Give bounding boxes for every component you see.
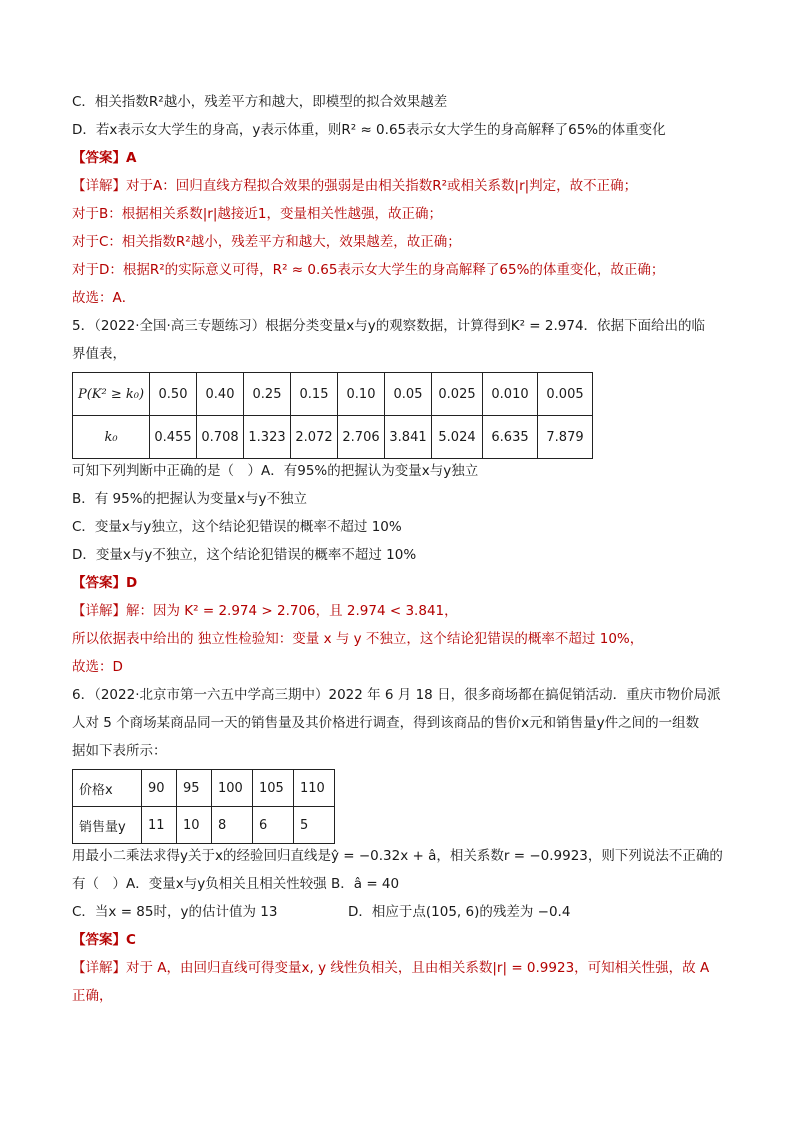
table-cell: 0.05 [385, 373, 432, 416]
table-cell: 2.072 [291, 416, 338, 459]
table-cell: 2.706 [338, 416, 385, 459]
table-cell: 10 [177, 807, 212, 844]
question-6-regression: 用最小二乘法求得y关于x的经验回归直线是ŷ = −0.32x + â，相关系数r = −0.9923，则下列说法不正确的 [72, 848, 723, 864]
choose-line: 故选：D [72, 659, 123, 675]
critical-value-table [72, 372, 593, 459]
question-6-stem: 6．（2022·北京市第一六五中学高三期中）2022 年 6 月 18 日，很多商场都在搞促销活动．重庆市物价局派 [72, 687, 721, 703]
question-5-option-c: C．变量x与y独立，这个结论犯错误的概率不超过 10% [72, 519, 402, 535]
detail-line: 所以依据表中给出的 独立性检验知：变量 x 与 y 不独立，这个结论犯错误的概率不超过 10%， [72, 631, 644, 647]
table-cell: 110 [294, 770, 335, 807]
table-cell: 0.708 [197, 416, 244, 459]
question-5-option-a: 可知下列判断中正确的是（ ）A．有95%的把握认为变量x与y独立 [72, 463, 479, 479]
table-cell: 0.25 [244, 373, 291, 416]
table-header-cell: P(K² ≥ k₀) [73, 373, 150, 416]
table-cell: 0.455 [150, 416, 197, 459]
table-cell: 11 [142, 807, 177, 844]
answer-label: 【答案】A [72, 150, 137, 166]
table-cell: 5.024 [432, 416, 483, 459]
table-header-cell: k₀ [73, 416, 150, 459]
table-row [73, 770, 335, 807]
question-5-stem: 5．（2022·全国·高三专题练习）根据分类变量x与y的观察数据，计算得到K² = 2.974．依据下面给出的临 [72, 318, 706, 334]
table-cell: 8 [212, 807, 253, 844]
table-cell: 3.841 [385, 416, 432, 459]
answer-label: 【答案】C [72, 932, 136, 948]
question-5-stem: 界值表， [72, 346, 126, 362]
choose-line: 故选：A． [72, 290, 136, 306]
table-cell: 1.323 [244, 416, 291, 459]
table-header-cell: 销售量y [73, 807, 142, 844]
table-row [73, 373, 593, 416]
detail-line: 【详解】对于A：回归直线方程拟合效果的强弱是由相关指数R²或相关系数|r|判定，故不正确； [72, 178, 638, 194]
table-cell: 6 [253, 807, 294, 844]
table-cell: 90 [142, 770, 177, 807]
detail-line: 正确， [72, 988, 113, 1004]
question-5-option-b: B．有 95%的把握认为变量x与y不独立 [72, 491, 308, 507]
question-6-stem: 人对 5 个商场某商品同一天的销售量及其价格进行调查，得到该商品的售价x元和销售量y件之间的一组数 [72, 715, 700, 731]
table-cell: 0.005 [538, 373, 593, 416]
table-cell: 95 [177, 770, 212, 807]
detail-line: 对于C：相关指数R²越小，残差平方和越大，效果越差，故正确； [72, 234, 461, 250]
question-5-option-d: D．变量x与y不独立，这个结论犯错误的概率不超过 10% [72, 547, 417, 563]
sales-table [72, 769, 335, 844]
option-c: C．相关指数R²越小，残差平方和越大，即模型的拟合效果越差 [72, 94, 448, 110]
table-row [73, 807, 335, 844]
table-cell: 6.635 [483, 416, 538, 459]
table-cell: 105 [253, 770, 294, 807]
table-cell: 0.010 [483, 373, 538, 416]
answer-label: 【答案】D [72, 575, 138, 591]
question-6-stem: 据如下表所示： [72, 743, 167, 759]
table-cell: 0.025 [432, 373, 483, 416]
detail-line: 【详解】解：因为 K² = 2.974 > 2.706，且 2.974 < 3.841， [72, 603, 458, 619]
table-row [73, 416, 593, 459]
table-header-cell: 价格x [73, 770, 142, 807]
option-d: D．若x表示女大学生的身高，y表示体重，则R² ≈ 0.65表示女大学生的身高解释了65%的体重变化 [72, 122, 666, 138]
table-cell: 0.50 [150, 373, 197, 416]
question-6-option-a-b: 有（ ）A．变量x与y负相关且相关性较强 B．â = 40 [72, 876, 400, 892]
table-cell: 5 [294, 807, 335, 844]
detail-line: 对于B：根据相关系数|r|越接近1，变量相关性越强，故正确； [72, 206, 442, 222]
document-body [72, 92, 722, 1014]
table-cell: 0.15 [291, 373, 338, 416]
table-cell: 0.10 [338, 373, 385, 416]
detail-line: 【详解】对于 A，由回归直线可得变量x, y 线性负相关，且由相关系数|r| = 0.9923，可知相关性强，故 A [72, 960, 710, 976]
question-6-option-c: C．当x = 85时，y的估计值为 13 [72, 904, 278, 920]
table-cell: 7.879 [538, 416, 593, 459]
table-cell: 0.40 [197, 373, 244, 416]
question-6-option-c-d [72, 902, 722, 922]
question-6-option-d: D．相应于点(105, 6)的残差为 −0.4 [348, 904, 571, 920]
table-cell: 100 [212, 770, 253, 807]
detail-line: 对于D：根据R²的实际意义可得，R² ≈ 0.65表示女大学生的身高解释了65%的体重变化，故正确； [72, 262, 665, 278]
